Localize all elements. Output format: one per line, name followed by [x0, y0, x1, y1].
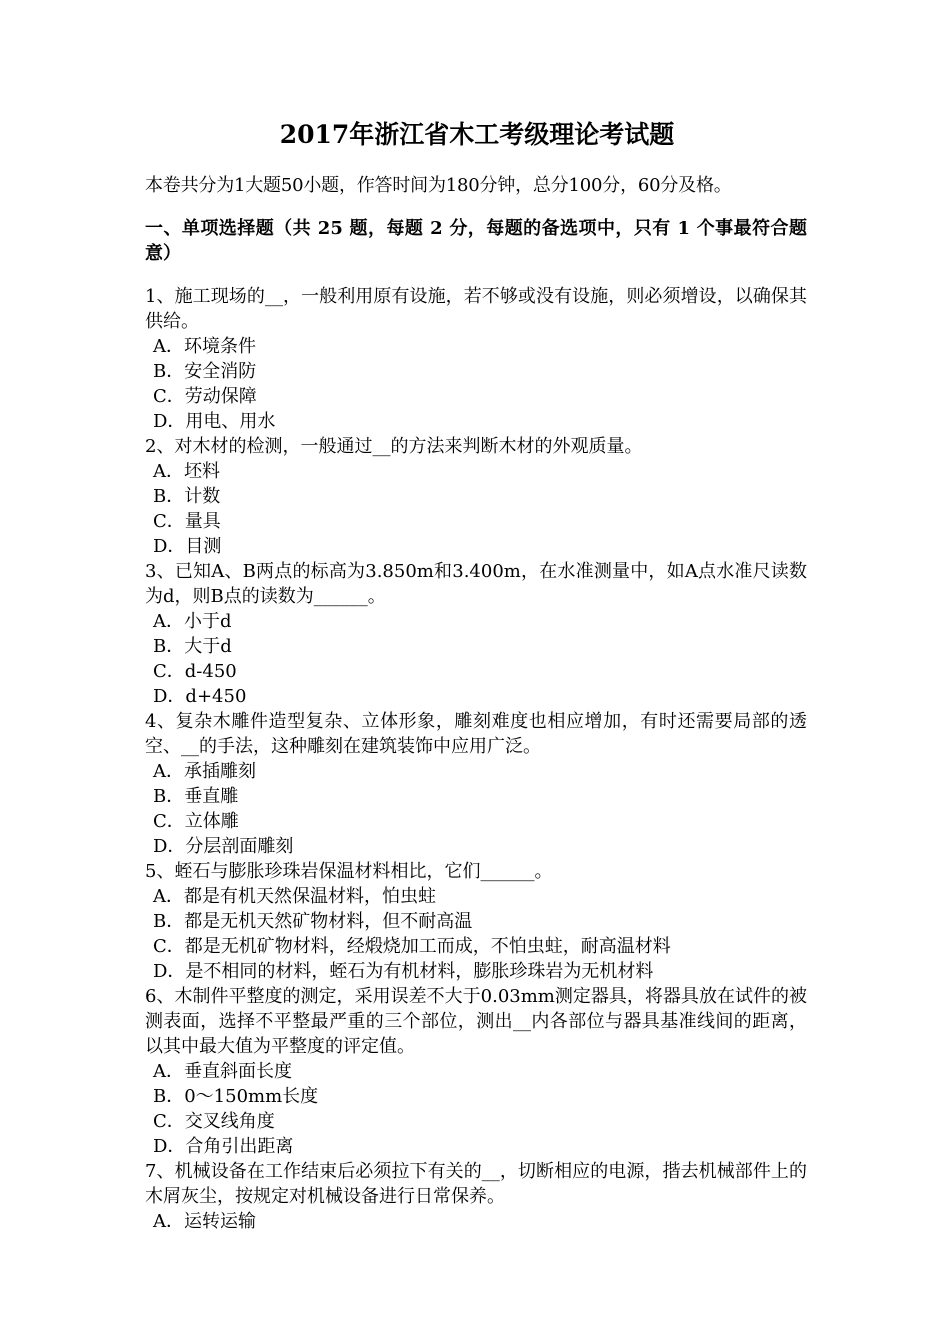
option-d: D．用电、用水 — [153, 411, 276, 432]
option-c: C．d-450 — [153, 661, 237, 682]
question-stem: 4、复杂木雕件造型复杂、立体形象，雕刻难度也相应增加，有时还需要局部的透空、__的手法，这种雕刻在建筑装饰中应用广泛。 — [145, 711, 807, 757]
option-d: D．目测 — [153, 536, 222, 557]
question-1 — [145, 284, 807, 434]
question-5 — [145, 859, 807, 984]
option-c: C．立体雕 — [153, 811, 239, 832]
option-c: C．交叉线角度 — [153, 1111, 275, 1132]
option-b: B．计数 — [153, 486, 221, 507]
document-page — [145, 118, 807, 1234]
option-b: B．大于d — [153, 636, 232, 657]
option-d: D．合角引出距离 — [153, 1136, 294, 1157]
question-stem: 3、已知A、B两点的标高为3.850m和3.400m，在水准测量中，如A点水准尺读数为d，则B点的读数为______。 — [145, 561, 807, 607]
section-heading: 一、单项选择题（共 25 题，每题 2 分，每题的备选项中，只有 1 个事最符合题意） — [145, 218, 807, 264]
question-7 — [145, 1159, 807, 1234]
option-c: C．都是无机矿物材料，经煅烧加工而成，不怕虫蛀，耐高温材料 — [153, 936, 671, 957]
option-a: A．承插雕刻 — [153, 761, 256, 782]
question-stem: 5、蛭石与膨胀珍珠岩保温材料相比，它们______。 — [145, 861, 553, 882]
question-stem: 6、木制件平整度的测定，采用误差不大于0.03mm测定器具，将器具放在试件的被测表面，选择不平整最严重的三个部位，测出__内各部位与器具基准线间的距离，以其中最大值为平整度的评定值。 — [145, 986, 807, 1057]
exam-intro: 本卷共分为1大题50小题，作答时间为180分钟，总分100分，60分及格。 — [145, 175, 732, 196]
option-d: D．是不相同的材料，蛭石为有机材料，膨胀珍珠岩为无机材料 — [153, 961, 654, 982]
option-c: C．劳动保障 — [153, 386, 257, 407]
option-b: B．垂直雕 — [153, 786, 239, 807]
option-b: B．安全消防 — [153, 361, 257, 382]
question-stem: 2、对木材的检测，一般通过__的方法来判断木材的外观质量。 — [145, 436, 643, 457]
option-c: C．量具 — [153, 511, 221, 532]
question-2 — [145, 434, 807, 559]
question-stem: 1、施工现场的__，一般利用原有设施，若不够或没有设施，则必须增设，以确保其供给。 — [145, 286, 807, 332]
question-4 — [145, 709, 807, 859]
question-3 — [145, 559, 807, 709]
option-b: B．0～150mm长度 — [153, 1086, 319, 1107]
question-6 — [145, 984, 807, 1159]
option-d: D．d+450 — [153, 686, 247, 707]
option-a: A．小于d — [153, 611, 232, 632]
option-a: A．坯料 — [153, 461, 220, 482]
question-stem: 7、机械设备在工作结束后必须拉下有关的__，切断相应的电源，揩去机械部件上的木屑灰尘，按规定对机械设备进行日常保养。 — [145, 1161, 807, 1207]
document-title: 2017年浙江省木工考级理论考试题 — [279, 120, 675, 149]
option-a: A．都是有机天然保温材料，怕虫蛀 — [153, 886, 436, 907]
option-a: A．环境条件 — [153, 336, 256, 357]
option-a: A．垂直斜面长度 — [153, 1061, 292, 1082]
option-d: D．分层剖面雕刻 — [153, 836, 294, 857]
option-a: A．运转运输 — [153, 1211, 256, 1232]
option-b: B．都是无机天然矿物材料，但不耐高温 — [153, 911, 473, 932]
